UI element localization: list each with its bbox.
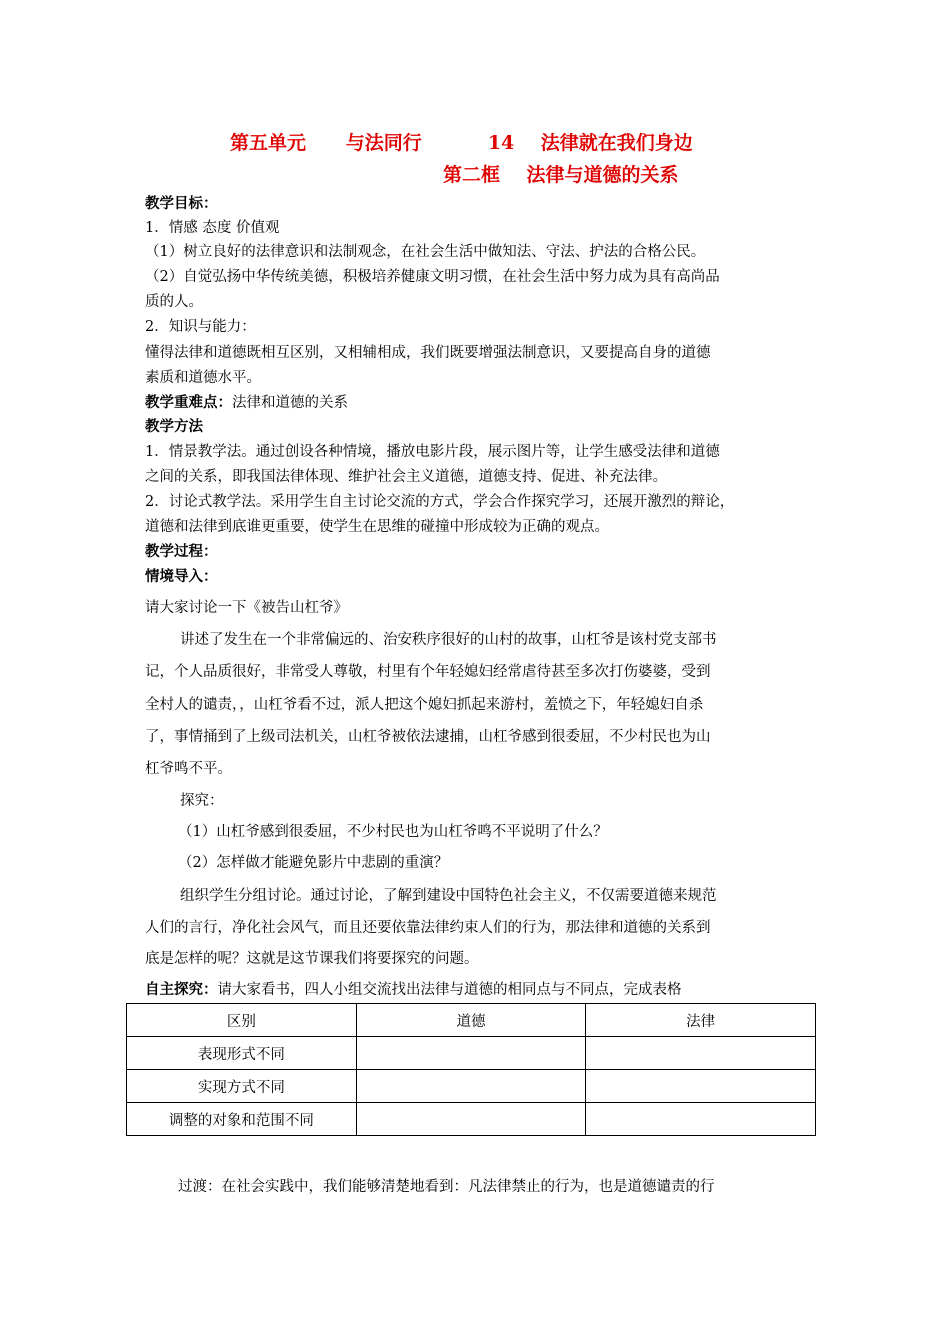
- story-line-3: 全村人的谴责，，山杠爷看不过，派人把这个媳妇抓起来游村，羞愤之下，年轻媳妇自杀: [145, 697, 704, 713]
- morality-cell[interactable]: [356, 1037, 586, 1070]
- process-heading: 教学过程：: [145, 543, 218, 560]
- row-label: 表现形式不同: [127, 1037, 357, 1070]
- method-1-b: 之间的关系，即我国法律体现、维护社会主义道德，道德支持、促进、补充法律。: [145, 469, 667, 485]
- morality-cell[interactable]: [356, 1070, 586, 1103]
- method-2-a: 2．讨论式教学法。采用学生自主讨论交流的方式，学会合作探究学习，还展开激烈的辩论，: [145, 494, 735, 510]
- objective-2-label: 2．知识与能力：: [145, 319, 256, 335]
- header-law: 法律: [586, 1004, 816, 1037]
- table-row: [127, 1070, 816, 1103]
- key-points: [145, 391, 815, 412]
- discussion-line-3: 底是怎样的呢？这就是这节课我们将要探究的问题。: [145, 951, 479, 967]
- key-points-label: 教学重难点：: [145, 394, 232, 411]
- objective-2-text-a: 懂得法律和道德既相互区别，又相辅相成，我们既要增强法制意识，又要提高自身的道德: [145, 345, 711, 361]
- self-explore-text: 请大家看书，四人小组交流找出法律与道德的相同点与不同点，完成表格: [217, 982, 682, 998]
- comparison-table: [126, 1003, 816, 1136]
- law-cell[interactable]: [586, 1037, 816, 1070]
- question-1: （1）山杠爷感到很委屈，不少村民也为山杠爷鸣不平说明了什么？: [178, 824, 608, 840]
- intro-heading: 情境导入：: [145, 568, 218, 585]
- unit-title: 第五单元 与法同行 14 法律就在我们身边: [230, 132, 693, 154]
- row-label: 实现方式不同: [127, 1070, 357, 1103]
- objective-1-sub-1: （1）树立良好的法律意识和法制观念，在社会生活中做知法、守法、护法的合格公民。: [145, 244, 706, 260]
- intro-prompt: 请大家讨论一下《被告山杠爷》: [145, 600, 348, 616]
- objectives-heading: 教学目标：: [145, 195, 218, 212]
- header-morality: 道德: [356, 1004, 586, 1037]
- story-line-2: 记，个人品质很好，非常受人尊敬，村里有个年轻媳妇经常虐待甚至多次打伤婆婆，受到: [145, 664, 711, 680]
- story-line-4: 了，事情捅到了上级司法机关，山杠爷被依法逮捕，山杠爷感到很委屈，不少村民也为山: [145, 729, 711, 745]
- table-header-row: [127, 1004, 816, 1037]
- morality-cell[interactable]: [356, 1103, 586, 1136]
- self-explore: [145, 978, 815, 999]
- method-1-a: 1．情景教学法。通过创设各种情境，播放电影片段，展示图片等，让学生感受法律和道德: [145, 444, 720, 460]
- law-cell[interactable]: [586, 1103, 816, 1136]
- objective-1-sub-2a: （2）自觉弘扬中华传统美德，积极培养健康文明习惯，在社会生活中努力成为具有高尚品: [145, 269, 720, 285]
- table-row: [127, 1037, 816, 1070]
- row-label: 调整的对象和范围不同: [127, 1103, 357, 1136]
- transition-text: 过渡：在社会实践中，我们能够清楚地看到：凡法律禁止的行为，也是道德谴责的行: [178, 1179, 715, 1195]
- question-2: （2）怎样做才能避免影片中悲剧的重演？: [178, 855, 449, 871]
- discussion-line-2: 人们的言行，净化社会风气，而且还要依靠法律约束人们的行为，那法律和道德的关系到: [145, 920, 711, 936]
- explore-label: 探究：: [180, 793, 224, 809]
- key-points-text: 法律和道德的关系: [232, 395, 348, 411]
- story-line-1: 讲述了发生在一个非常偏远的、治安秩序很好的山村的故事，山杠爷是该村党支部书: [180, 632, 717, 648]
- header-difference: 区别: [127, 1004, 357, 1037]
- table-row: [127, 1103, 816, 1136]
- method-2-b: 道德和法律到底谁更重要，使学生在思维的碰撞中形成较为正确的观点。: [145, 519, 609, 535]
- story-line-5: 杠爷鸣不平。: [145, 761, 232, 777]
- methods-heading: 教学方法: [145, 418, 203, 435]
- self-explore-label: 自主探究：: [145, 981, 218, 998]
- objective-1-label: 1．情感 态度 价值观: [145, 220, 280, 236]
- discussion-line-1: 组织学生分组讨论。通过讨论，了解到建设中国特色社会主义，不仅需要道德来规范: [180, 888, 717, 904]
- objective-2-text-b: 素质和道德水平。: [145, 370, 261, 386]
- objective-1-sub-2b: 质的人。: [145, 294, 203, 310]
- lesson-subtitle: 第二框 法律与道德的关系: [443, 164, 679, 186]
- law-cell[interactable]: [586, 1070, 816, 1103]
